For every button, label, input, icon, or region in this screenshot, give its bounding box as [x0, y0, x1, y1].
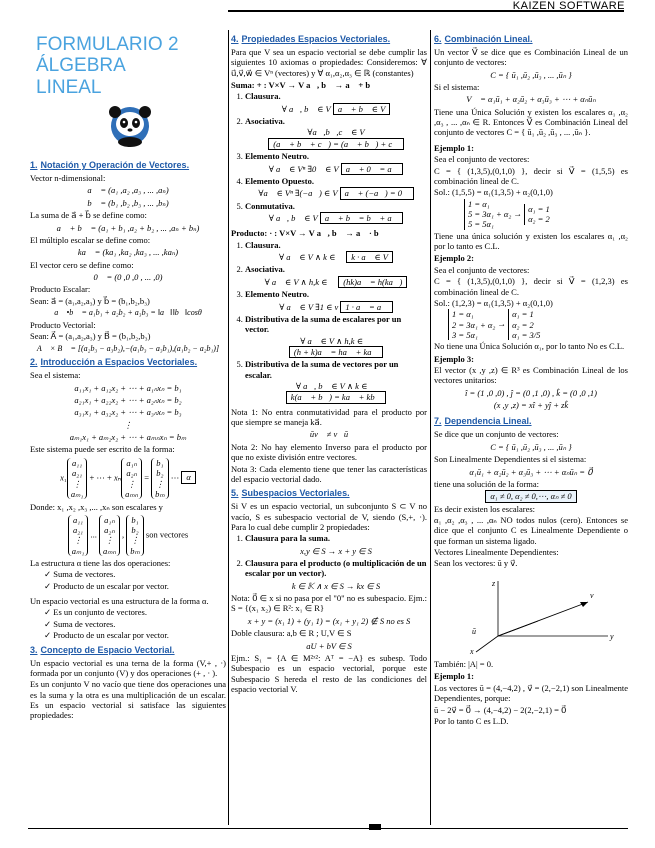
section-heading-6: 6. Combinación Lineal. [434, 34, 533, 44]
column-2 [231, 30, 427, 695]
boxed-condition: α₁ ≠ 0, α₂ ≠ 0,⋯, αₙ ≠ 0 [485, 490, 576, 502]
text-line: C = { (1,3,5),(0,1,0) }, decir si V⃗ = (1,2,3) es combinación lineal de C. [434, 276, 628, 297]
formula: b⃗ = (b₁ ,b₂ ,b₃ , ... ,bₙ) [87, 197, 169, 208]
formula: C = { ū₁ ,ū₂ ,ū₃ , ... ,ūₙ } [490, 69, 572, 80]
formula: î = (1 ,0 ,0) , ĵ = (0 ,1 ,0) , k̂ = (0 ,0 ,1) [465, 387, 597, 398]
section-heading-7: 7. Dependencia Lineal. [434, 416, 532, 427]
example-heading: Ejemplo 3: [434, 353, 474, 364]
panda-logo-icon [104, 102, 156, 148]
example-heading: Ejemplo 2: [434, 253, 474, 264]
text-line: Doble clausura: a,b ∈ R ; U,V ∈ S [231, 628, 352, 639]
axiom-item: 2. Asociativa. ∀ a⃗ ∈ V ∧ h,k ∈ 𝕂 (hk)a⃗ = h(ka⃗) [245, 264, 427, 288]
example-heading: Ejemplo 1: [434, 142, 474, 153]
formula: a⃗ •b⃗ = a₁b₁ + a₂b₂ + a₃b₃ = ‖a⃗‖‖b⃗‖cosθ [54, 308, 202, 318]
list-item: ✓ Suma de vectores. [44, 569, 226, 579]
text-line: El múltiplo escalar se define como: [30, 234, 151, 245]
text-line: Donde: x₁ ,x₂ ,x₃ ,... ,xₙ son escalares y [30, 502, 163, 513]
vector-list: a₁₁ a₂₁ ⋮ aₘ₁ ... a₁ₙ a₂ₙ ⋮ aₘₙ , b₁ b₂ ⋮ bₘ son vectores [30, 515, 226, 556]
subheading: Suma: + : V×V → V a⃗, b⃗ → a⃗ + b⃗ [231, 80, 377, 91]
text-line: Sol.: (1,2,3) = α₁(1,3,5) + α₂(0,1,0) [434, 297, 553, 308]
paragraph: Es un conjunto V no vacío que tiene dos operaciones una es la suma y la otra es una multiplicación de un escalar. Es un espacio vectorial si satisface las siguientes propiedades: [30, 679, 226, 721]
formula: ū − 2v⃗ = 0⃗ → (4,−4,2) − 2(2,−2,1) = 0⃗ [434, 704, 567, 715]
list-item: ✓ Producto de un escalar por vector. [44, 581, 226, 591]
text-line: Sol.: (1,5,5) = α₁(1,3,5) + α₂(0,1,0) [434, 187, 553, 198]
title-line: FORMULARIO 2 [36, 34, 179, 55]
text-line: Se dice que un conjunto de vectores: [434, 429, 559, 440]
axiom-item: 1. Clausura. ∀ a⃗ ∈ V ∧ k ∈ 𝕂 k · a⃗ ∈ V [245, 240, 427, 264]
vectors-diagram [468, 576, 618, 656]
text-line: Sea el sistema: [30, 370, 81, 381]
matrix-form: x₁a₁₁ a₂₁ ⋮ aₘ₁ + ⋯ + xₙa₁ₙ a₂ₙ ⋮ aₘₙ = b₁ b₂ ⋮ bₘ ⋯ α [30, 458, 226, 499]
paragraph: No tiene una Única Solución α₁, por lo tanto No es C.L. [434, 341, 625, 352]
text-line: Sean: a⃗ = (a₁,a₂,a₃) y b⃗ = (b₁,b₂,b₃) [30, 295, 150, 306]
axis-y-label: y [610, 631, 614, 641]
formula: aₘ₁x₁ + aₘ₂x₂ + ⋯ + aₘₙxₙ = bₘ [69, 432, 187, 443]
formula: (x ,y ,z) = xî + yĵ + zk̂ [493, 400, 569, 411]
vector-u-label: ū [472, 626, 476, 636]
note: Nota: 0⃗ ∈ x si no pasa por el "0" no es subespacio. Ejm.: S = {(x₁ x₂) ∈ R²: x₁ ∈ R} [231, 593, 427, 614]
example-heading: Ejemplo 1: [434, 671, 474, 682]
text-line: La estructura α tiene las dos operaciones: [30, 558, 171, 569]
text-line: Vector n-dimensional: [30, 173, 106, 184]
formula: V⃗ = α₁ū₁ + α₂ū₂ + α₃ū₃ + ⋯ + αₙūₙ [466, 94, 596, 105]
list-item: 2. Clausura para el producto (o multiplicación de un escalar por un vector). k ∈ 𝕂 ∧ x ∈ S → kx ∈ S [245, 558, 427, 591]
formula: x + y = (x₁ 1) + (y₁ 1) = (x₁ + y₁ 2) ∉ S no es S [247, 615, 411, 626]
axiom-item: 1. Clausura. ∀ a⃗, b⃗ ∈ V a⃗ + b⃗ ∈ V [245, 91, 427, 115]
axiom-item: 5. Distributiva de la suma de vectores por un escalar. ∀ a⃗, b⃗ ∈ V ∧ k ∈ 𝕂 k(a⃗ + b⃗) = ka⃗ + kb⃗ [245, 359, 427, 403]
paragraph: Para que V sea un espacio vectorial se debe cumplir las siguientes 10 axiomas o propiedades: Consideremos: ∀ u⃗,v⃗,w⃗ ∈ Vⁿ (vectores) y ∀ α₁,α₂,α₃ ∈ ℝ (constantes) [231, 46, 427, 78]
paragraph: Ejm.: S₁ = {A ∈ M²ˣ²: Aᵀ = −A} es subesp. Todo Subespacio es un espacio vectorial, porque este Subespacio S hereda el resto de las condiciones del espacio vectorial V. [231, 652, 427, 694]
paragraph: Un vector V⃗ se dice que es Combinación Lineal de un conjunto de vectores: [434, 46, 628, 68]
page-marker [369, 824, 381, 830]
section-heading-1: 1. Notación y Operación de Vectores. [30, 160, 190, 171]
axis-x-label: x [470, 646, 474, 656]
formula: α₁ū₁ + α₂ū₂ + α₃ū₃ + ⋯ + αₙūₙ = 0⃗ [469, 466, 593, 477]
formula: a₃₁x₁ + a₃₂x₂ + ⋯ + a₃ₙxₙ = b₃ [74, 407, 182, 418]
title-line: LINEAL [36, 76, 102, 98]
list-item: ✓ Producto de un escalar por vector. [44, 630, 226, 640]
section-heading-2: 2. Introducción a Espacios Vectoriales. [30, 357, 198, 368]
section-heading-3: 3. Concepto de Espacio Vectorial. [30, 644, 175, 655]
vector-u-arrow [498, 621, 538, 636]
top-bar [0, 0, 655, 34]
text-line: C = { (1,3,5),(0,1,0) }, decir si V⃗ = (1,5,5) es combinación lineal de C. [434, 165, 628, 186]
note: Nota 1: No entra conmutatividad para el producto por que siempre se maneja ka⃗. [231, 406, 427, 428]
formula: a₂₁x₁ + a₂₂x₂ + ⋯ + a₂ₙxₙ = b₂ [74, 394, 182, 405]
paragraph: Si V es un espacio vectorial, un subconjunto S ⊂ V no vacío, S es subespacio vectorial de V, siendo (S,+, ·). Para lo cual debe cumplir 2 propiedades: [231, 501, 427, 532]
column-1 [30, 30, 226, 722]
column-divider [430, 30, 431, 825]
text-line: Producto Escalar: [30, 284, 91, 295]
text-line: Sea el conjunto de vectores: [434, 264, 530, 275]
text-line: Sean: A⃗ = (a₁,a₂,a₃) y B⃗ = (b₁,b₂,b₃) [30, 331, 151, 342]
list-item: ✓ Suma de vectores. [44, 619, 226, 629]
text-line: Por lo tanto C es L.D. [434, 715, 509, 726]
text-line: Un espacio vectorial es una estructura de la forma α. [30, 596, 209, 607]
text-line: Sean los vectores: ū y v⃗. [434, 558, 518, 569]
list-item: 1. Clausura para la suma. x,y ∈ S → x + y ∈ S [245, 533, 427, 556]
formula: ūv⃗ ≠ v⃗ū [309, 429, 349, 440]
system-block: 1 = α₁ 2 = 3α₁ + α₂ 3 = 5α₁ → α₁ = 1 α₂ = 2 α₁ = 3/5 [448, 309, 628, 340]
column-divider [228, 30, 229, 825]
subheading: Producto: · : V×V → V a⃗, b⃗ → a⃗ · b⃗ [231, 228, 386, 239]
note: Nota 3: Cada elemento tiene que tener las características del espacio vectorial dado. [231, 463, 427, 484]
paragraph: α₁ ,α₂ ,α₃ , ... ,αₙ NO todos nulos (cero). Entonces se dice que el conjunto C es Linealmente Dependiente o que forman un sistema ligado. [434, 514, 628, 546]
text-line: La suma de a⃗ + b⃗ se define como: [30, 210, 147, 221]
formula: A⃗ × B⃗ = [(a₂b₃ − a₃b₂),−(a₁b₃ − a₃b₁),(a₁b₂ − a₂b₁)] [36, 343, 220, 353]
system-block: 1 = α₁ 5 = 3α₁ + α₂ 5 = 5α₁ → α₁ = 1 α₂ = 2 [464, 199, 628, 230]
formula: ka⃗ = (ka₁ ,ka₂ ,ka₃ , ... ,kaₙ) [77, 247, 179, 258]
axis-x-line [476, 636, 498, 652]
formula: a₁₁x₁ + a₁₂x₂ + ⋯ + a₁ₙxₙ = b₁ [74, 382, 182, 393]
text-line: También: |A| = 0. [434, 659, 494, 670]
text-line: Producto Vectorial: [30, 319, 96, 330]
bottom-rule [28, 828, 628, 829]
vector-v-label: v⃗ [590, 590, 600, 600]
text-line: Es decir existen los escalares: [434, 503, 536, 514]
list-item: ✓ Es un conjunto de vectores. [44, 607, 226, 617]
axiom-item: 3. Elemento Neutro. ∀ a⃗ ∈ V ∃1 ∈ v 1 · a⃗ = a⃗ [245, 289, 427, 313]
paragraph: Tiene una Única Solución y existen los escalares α₁ ,α₂ ,α₃ , ... ,αₙ ∈ R. Entonces V⃗ es Combinación Lineal del conjunto de vectores C = { ū₁ ,ū₂ ,ū₃ , ... ,ūₙ }. [434, 106, 628, 138]
note: Nota 2: No hay elemento Inverso para el producto por que no existe división entre vectores. [231, 441, 427, 463]
formula: 0⃗ = (0 ,0 ,0 , ... ,0) [93, 272, 163, 282]
axiom-item: 4. Distributiva de la suma de escalares por un vector. ∀ a⃗ ∈ V ∧ h,k ∈ 𝕂 (h + k)a⃗ = ha⃗ + ka⃗ [245, 314, 427, 358]
text-line: Este sistema puede ser escrito de la forma: [30, 444, 175, 455]
paragraph: Los vectores ū = (4,−4,2) , v⃗ = (2,−2,1) son Linealmente Dependientes, porque: [434, 682, 628, 704]
formula: ⋮ [123, 419, 133, 430]
axiom-item: 3. Elemento Neutro. ∀ a⃗ ∈ Vⁿ ∃0⃗ ∈ V a⃗ + 0⃗ = a⃗ [245, 151, 427, 175]
axiom-item: 2. Asociativa. ∀a⃗,b⃗,c⃗ ∈ V (a⃗ + b⃗ + c⃗) = (a⃗ + b⃗) + c⃗ [245, 116, 427, 150]
text-line: Sea el conjunto de vectores: [434, 154, 530, 165]
document-title [36, 34, 226, 98]
section-heading-5: 5. Subespacios Vectoriales. [231, 488, 350, 499]
formula: aU + bV ∈ S [306, 640, 352, 651]
axis-z-label: z [492, 578, 496, 588]
paragraph: El vector (x ,y ,z) ∈ R³ es Combinación Lineal de los vectores unitarios: [434, 365, 628, 386]
text-line: El vector cero se define como: [30, 259, 134, 270]
text-line: tiene una solución de la forma: [434, 478, 540, 489]
axiom-item: 4. Elemento Opuesto. ∀a⃗ ∈ Vⁿ ∃(−a⃗) ∈ V a⃗ + (−a⃗) = 0⃗ [245, 176, 427, 200]
title-line: ÁLGEBRA [36, 55, 126, 77]
formula: C = { ū₁ ,ū₂ ,ū₃ , ... ,ūₙ } [490, 441, 572, 452]
column-3 [434, 30, 628, 727]
text-line: Son Linealmente Dependientes si el sistema: [434, 454, 587, 465]
text-line: Vectores Linealmente Dependientes: [434, 547, 559, 558]
formula: a⃗ + b⃗ = (a₁ + b₁ ,a₂ + b₂ , ... ,aₙ + bₙ) [56, 222, 200, 233]
text-line: Si el sistema: [434, 82, 480, 93]
formula: a⃗ = (a₁ ,a₂ ,a₃ , ... ,aₙ) [87, 185, 169, 196]
paragraph: Un espacio vectorial es una terna de la forma (V,+ , ·) formada por un conjunto (V) y dos operaciones (+ , · ). [30, 657, 226, 678]
paragraph: Tiene una única solución y existen los escalares α₁ ,α₂ por lo tanto es C.L. [434, 230, 628, 252]
section-heading-4: 4. Propiedades Espacios Vectoriales. [231, 34, 391, 44]
axiom-item: 5. Conmutativa. ∀ a⃗, b⃗ ∈ V a⃗ + b⃗ = b⃗ + a⃗ [245, 201, 427, 225]
brand-label: KAIZEN SOFTWARE [512, 0, 625, 12]
